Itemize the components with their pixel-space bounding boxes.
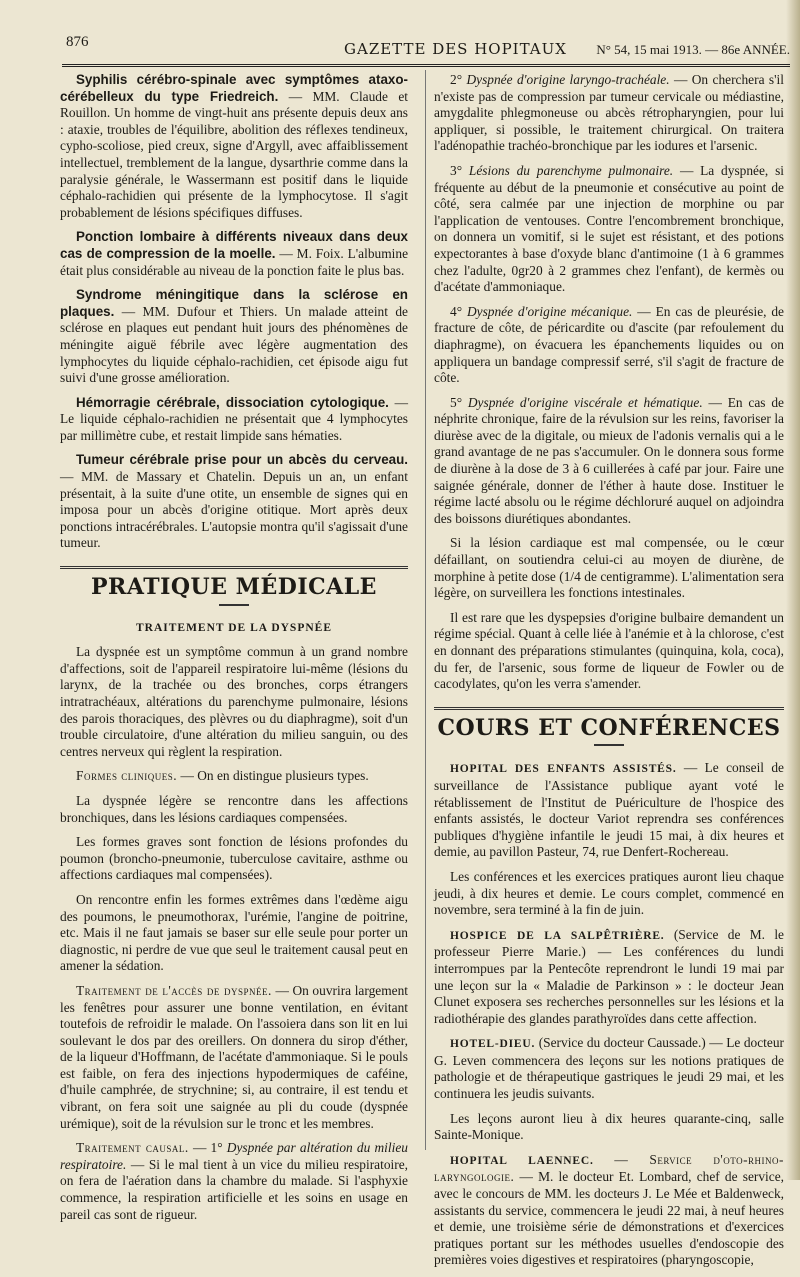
paragraph: Les conférences et les exercices pratiques auront lieu chaque jeudi, à dix heures et demie. Le cours complet, commencé en novembre, sera terminé à la fin de juin.	[434, 868, 784, 918]
paragraph: 2° Dyspnée d'origine laryngo-trachéale. — On cherchera s'il n'existe pas de compression par tumeur cervicale ou médiastine, amygdalite phlegmoneuse ou abcès rétropharyngien, pour lui appliquer, si possible, le traitement chirurgical. On traitera l'adénopathie trachéo-bronchique par les iodures et l'arsenic.	[434, 72, 784, 154]
short-rule	[219, 604, 249, 606]
section-title-pratique: PRATIQUE MÉDICALE	[91, 574, 377, 601]
paragraph: Il est rare que les dyspepsies d'origine bulbaire demandent un régime spécial. Quant à celle liée à l'anémie et à la chlorose, c'est en donnant des préparations stimulantes (quinquina, kola, coca), du fer, de l'arsenic, sous forme de liqueur de Fowler ou de cacodylates, qu'on les verra s'amender.	[434, 609, 784, 692]
journal-title: GAZETTE DES HOPITAUX	[344, 40, 567, 58]
right-column	[434, 72, 784, 1277]
paragraph: On rencontre enfin les formes extrêmes dans l'œdème aigu des poumons, le pneumothorax, l'urémie, l'angine de poitrine, etc. Mais il ne faut jamais se baser sur elle seule pour porter un diagnostic, ni perdre de vue que seul le traitement causal peut en amener la sédation.	[60, 891, 408, 974]
paragraph: La dyspnée légère se rencontre dans les affections bronchiques, dans les lésions cardiaques compensées.	[60, 792, 408, 825]
paragraph: La dyspnée est un symptôme commun à un grand nombre d'affections, soit de l'appareil respiratoire lui-même (lésions du larynx, de la trachée ou des bronches, corps étrangers intratrachéaux, altérations du parenchyme pulmonaire, lésions des parois thoraciques, des plèvres ou du diaphragme), soit d'un trouble circulatoire, d'une altération du milieu sanguin, ou des centres nerveux qui règlent la respiration.	[60, 644, 408, 759]
paragraph: HOSPICE DE LA SALPÊTRIÈRE. (Service de M. le professeur Pierre Marie.) — Les conférences du lundi interrompues par la Pentecôte reprendront le lundi 19 mai par une leçon sur la « Maladie de Parkinson » : le docteur Jean Clunet exposera ses recherches personnelles sur les lésions et la radiothérapie des glandes parathyroïdes dans cette affection.	[434, 926, 785, 1026]
page-number: 876	[66, 34, 89, 50]
abstract-syphilis: Syphilis cérébro-spinale avec symptômes ataxo-cérébelleux du type Friedreich. — MM. Claude et Rouillon. Un homme de vingt-huit ans présente depuis deux ans : ataxie, troubles de l'équilibre, abolition des réflexes tendineux, cypho-scoliose, pied creux, signe d'Argyll, avec affaiblissement intellectuel, tremblement de la langue, dysarthrie comme dans la paralysie générale, le Wassermann est positif dans le liquide céphalo-rachidien qui présente de la lymphocytose. Il s'agit probablement de lésions spécifiques diffuses.	[60, 72, 408, 220]
section-rule	[434, 707, 784, 710]
paragraph: HOTEL-DIEU. (Service du docteur Caussade.) — Le docteur G. Leven commencera des leçons sur les notions pratiques de pathologie et de thérapeutique gastriques le jeudi 29 mai, et les continuera les jeudis suivants.	[434, 1035, 784, 1102]
paragraph: 5° Dyspnée d'origine viscérale et hématique. — En cas de néphrite chronique, faire de la révulsion sur les reins, favoriser la diurèse avec de la digitale, ou mieux de l'adonis vernalis qui a le grand avantage de ne pas s'accumuler. On le donnera sous forme de diurène à la dose de 3 à 6 cuillerées à café par jour. Faire une saignée générale, donner de l'éther à haute dose. Instituer le régime lacté absolu ou le régime déchloruré auquel on adjoindra des boissons diurétiques abondantes.	[434, 394, 784, 526]
section-rule	[60, 566, 408, 569]
subhead-dyspnee: TRAITEMENT DE LA DYSPNÉE	[135, 621, 332, 634]
paragraph: Traitement causal. — 1° Dyspnée par altération du milieu respiratoire. — Si le mal tient à un vice du milieu respiratoire, on fera de l'aération dans la chambre du malade. Si l'asphyxie commence, la respiration artificielle et les soins en usage en pareil cas sont de rigueur.	[60, 1140, 408, 1222]
header-rule	[62, 64, 790, 67]
paragraph: Les formes graves sont fonction de lésions profondes du poumon (broncho-pneumonie, tuberculose cavitaire, asthme ou affections cardiaques mal compensées).	[60, 834, 408, 883]
abstract-hemorragie: Hémorragie cérébrale, dissociation cytologique. — Le liquide céphalo-rachidien ne présentait que 4 lymphocytes par millimètre cube, et restait limpide sans hématies.	[60, 394, 408, 443]
abstract-ponction: Ponction lombaire à différents niveaux dans deux cas de compression de la moelle. — M. Foix. L'albumine était plus considérable au niveau de la ponction faite le plus bas.	[60, 229, 409, 278]
paragraph: Traitement de l'accès de dyspnée. — On ouvrira largement les fenêtres pour assurer une bonne ventilation, en évitant toutefois de refroidir le malade. On l'assoiera dans son lit en lui soulevant le dos par des oreillers. On donnera du sirop d'éther, de la liqueur d'Hoffmann, de l'acétate d'ammoniaque. Si le pouls est faible, on fera des injections hypodermiques de caféine, d'huile camphrée, de strychnine; si, au contraire, il est tendu et vibrant, on fera soit une saignée au pli du coude (dyspnée urémique), soit de la révulsion sur le tronc et les membres.	[60, 982, 408, 1131]
paragraph: HOPITAL LAENNEC. — Service d'oto-rhino-laryngologie. — M. le docteur Et. Lombard, chef de service, avec le concours de MM. les docteurs J. Le Mée et Baldenweck, assistants du service, commencera le jeudi 22 mai, à neuf heures et demie, une troisième série de démonstrations et d'exercices pratiques portant sur les méthodes usuelles d'endoscopie des premières voies digestives et respiratoires (pharyngoscopie,	[434, 1151, 784, 1268]
page-edge-shadow	[786, 0, 800, 1180]
abstract-syndrome: Syndrome méningitique dans la sclérose en plaques. — MM. Dufour et Thiers. Un malade atteint de sclérose en plaques eut pendant huit jours des phénomènes de méningite aiguë fébrile avec légère augmentation des lymphocytes du liquide céphalo-rachidien, cet épisode aigu fut suivi d'une grosse amélioration.	[60, 287, 408, 386]
paragraph: 4° Dyspnée d'origine mécanique. — En cas de pleurésie, de fracture de côte, de péricardite ou d'ascite (par refoulement du diaphragme), on évacuera les épanchements liquides ou on appliquera un bandage compressif serré, s'il s'agit de fracture de côte.	[434, 303, 785, 386]
paragraph: Si la lésion cardiaque est mal compensée, ou le cœur défaillant, on soutiendra celui-ci au moyen de diurène, de morphine à petite dose (1/4 de centigramme). L'alimentation sera légère, on surveillera les fonctions intestinales.	[434, 535, 784, 601]
issue-info: N° 54, 15 mai 1913. — 86e ANNÉE.	[596, 42, 790, 57]
left-column	[60, 72, 408, 1231]
paragraph: Les leçons auront lieu à dix heures quarante-cinq, salle Sainte-Monique.	[434, 1110, 784, 1143]
column-divider	[425, 70, 426, 1150]
abstract-tumeur: Tumeur cérébrale prise pour un abcès du cerveau. — MM. de Massary et Chatelin. Depuis un an, un enfant présentait, à la suite d'une otite, un ensemble de signes qui en imposa pour un abcès d'origine otitique. Mort après deux ponctions intracérébrales. L'autopsie montra qu'il s'agissait d'une tumeur.	[60, 452, 408, 551]
paragraph: 3° Lésions du parenchyme pulmonaire. — La dyspnée, si fréquente au début de la pneumonie et consécutive au point de côté, sera calmée par une injection de morphine ou par l'application de ventouses. Contre l'encombrement bronchique, on donnera un vomitif, si le sujet est résistant, et des potions expectorantes à base d'oxyde blanc d'antimoine (1 à 6 grammes chez l'adulte, 0gr20 à 2 grammes chez l'enfant), de kermès ou d'acétate d'ammoniaque.	[434, 162, 785, 295]
paragraph: Formes cliniques. — On en distingue plusieurs types.	[76, 768, 369, 784]
short-rule	[594, 744, 624, 746]
section-title-cours: COURS ET CONFÉRENCES	[437, 714, 781, 741]
page-header	[60, 30, 790, 64]
paragraph: HOPITAL DES ENFANTS ASSISTÉS. — Le conseil de surveillance de l'Assistance publique ayant voté le rétablissement de l'Institut de Puériculture de l'hospice des enfants assistés, le docteur Variot reprendra ses conférences publiques d'hygiène infantile le jeudi 15 mai, à dix heures et demie, au pavillon Pasteur, 74, rue Denfert-Rochereau.	[434, 760, 784, 860]
